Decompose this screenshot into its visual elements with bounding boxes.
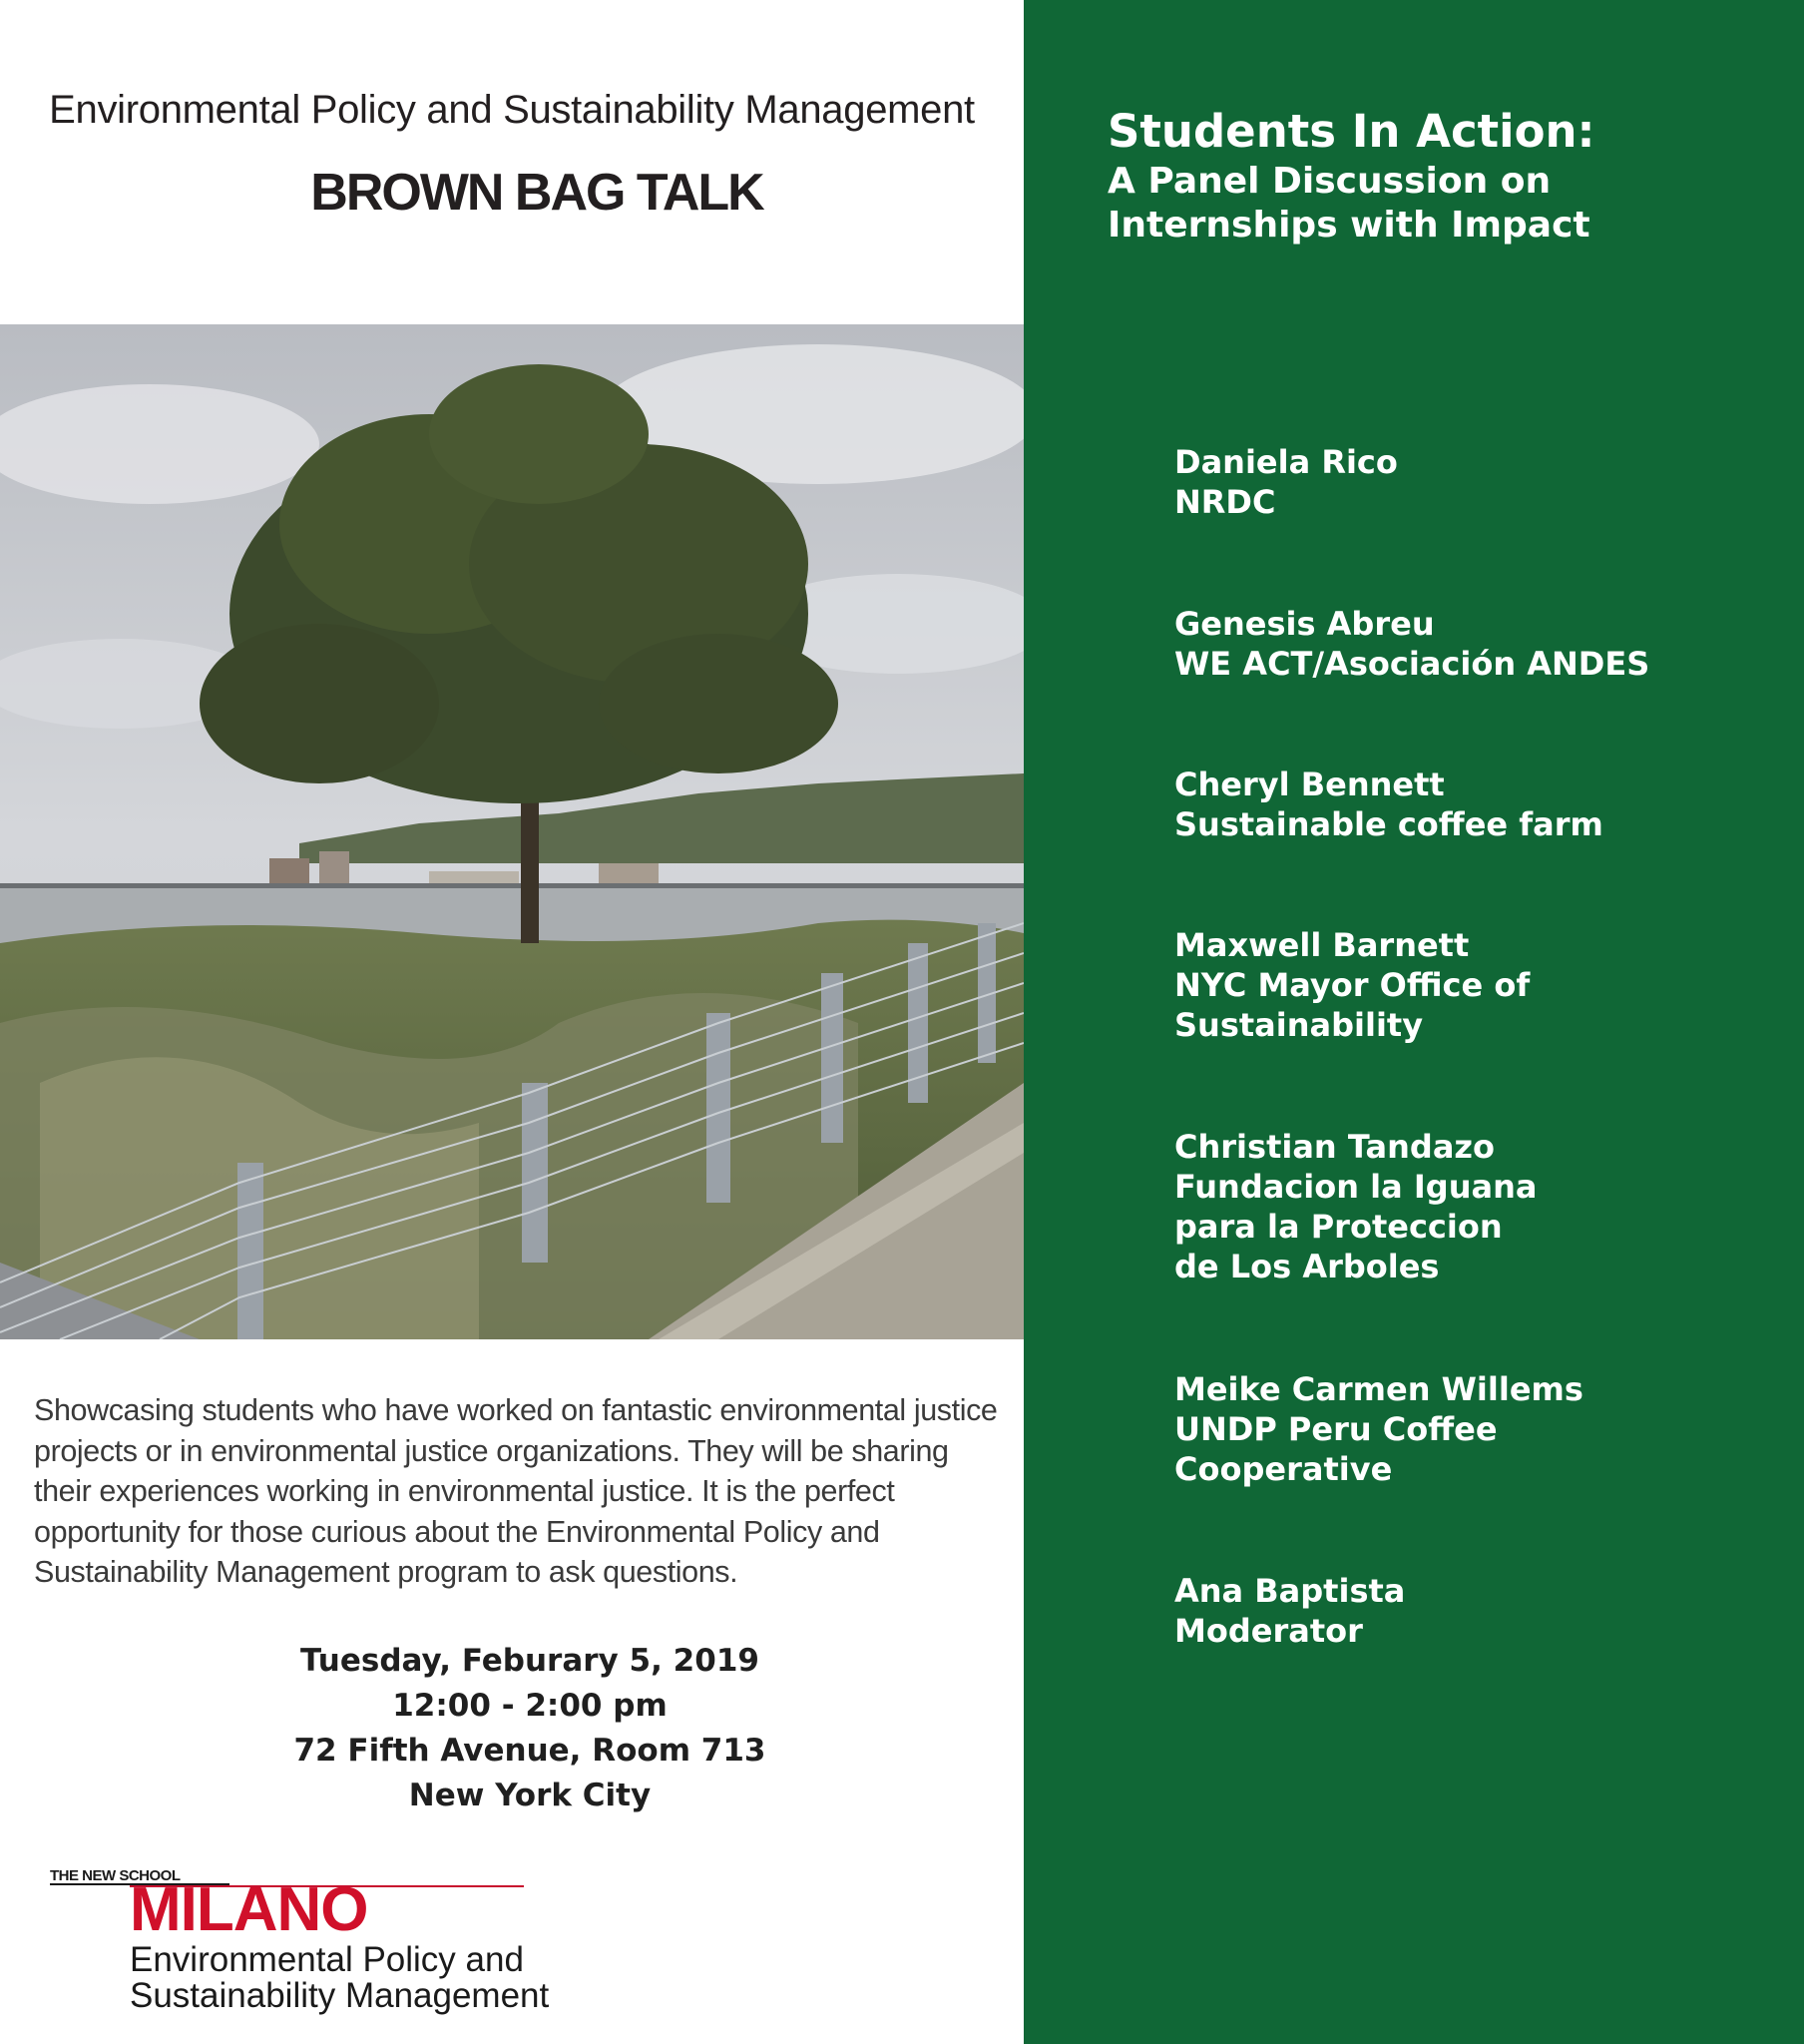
panelist-affiliation: de Los Arboles (1174, 1248, 1440, 1285)
panelist-name: Daniela Rico (1174, 443, 1398, 481)
panel-column (1024, 0, 1804, 2044)
panelist-affiliation: para la Proteccion (1174, 1208, 1503, 1246)
logo-subtitle-line-2: Sustainability Management (130, 1976, 550, 2015)
event-details (0, 1639, 1060, 1818)
event-location: 72 Fifth Avenue, Room 713 (293, 1733, 766, 1769)
panelist-name: Genesis Abreu (1174, 605, 1435, 643)
panelist-name: Christian Tandazo (1174, 1128, 1496, 1166)
logo-subtitle (130, 1942, 549, 2014)
milano-logo (50, 1869, 688, 2019)
panelist-entry (1174, 925, 1793, 1045)
panelist-entry (1174, 1127, 1793, 1286)
panelist-name: Ana Baptista (1174, 1572, 1406, 1610)
panelist-affiliation: NRDC (1174, 483, 1276, 521)
logo-wordmark: MILANO (130, 1875, 368, 1944)
panelist-name: Cheryl Bennett (1174, 766, 1445, 803)
riverside-tree-photo (0, 324, 1024, 1339)
panelist-entry (1174, 604, 1793, 684)
headline-title: Students In Action: (1108, 105, 1595, 158)
panelist-entry (1174, 1571, 1793, 1651)
panelist-affiliation: Sustainable coffee farm (1174, 805, 1603, 843)
panelist-entry (1174, 765, 1793, 844)
event-date: Tuesday, Feburary 5, 2019 (300, 1643, 759, 1679)
event-time: 12:00 - 2:00 pm (392, 1688, 668, 1724)
event-city: New York City (408, 1778, 652, 1813)
logo-subtitle-line-1: Environmental Policy and (130, 1940, 524, 1979)
panelist-affiliation: UNDP Peru Coffee (1174, 1410, 1498, 1448)
talk-title: BROWN BAG TALK (310, 164, 763, 222)
panelist-entry (1174, 1369, 1793, 1489)
panelist-role: Moderator (1174, 1612, 1363, 1650)
logo-school-name: THE NEW SCHOOL (50, 1869, 229, 1885)
program-name: Environmental Policy and Sustainability Management (49, 88, 975, 132)
panelist-entry (1174, 442, 1793, 522)
panelist-name: Meike Carmen Willems (1174, 1370, 1583, 1408)
panelist-affiliation: NYC Mayor Office of (1174, 966, 1531, 1004)
panel-headline (1108, 104, 1786, 248)
headline-subtitle-line-2: Internships with Impact (1108, 205, 1590, 246)
event-description: Showcasing students who have worked on fantastic environmental justice projects or in environmental justice organizations. They will be sharing their experiences working in environmental justice. It is the perfect opportunity for those curious about the Environmental Policy and Sustainability Management program to ask questions. (34, 1393, 998, 1589)
panelist-affiliation: WE ACT/Asociación ANDES (1174, 645, 1650, 683)
panelist-affiliation: Cooperative (1174, 1450, 1393, 1488)
panelist-name: Maxwell Barnett (1174, 926, 1470, 964)
panelist-affiliation: Sustainability (1174, 1006, 1424, 1044)
panelist-affiliation: Fundacion la Iguana (1174, 1168, 1538, 1206)
headline-subtitle-line-1: A Panel Discussion on (1108, 161, 1552, 202)
